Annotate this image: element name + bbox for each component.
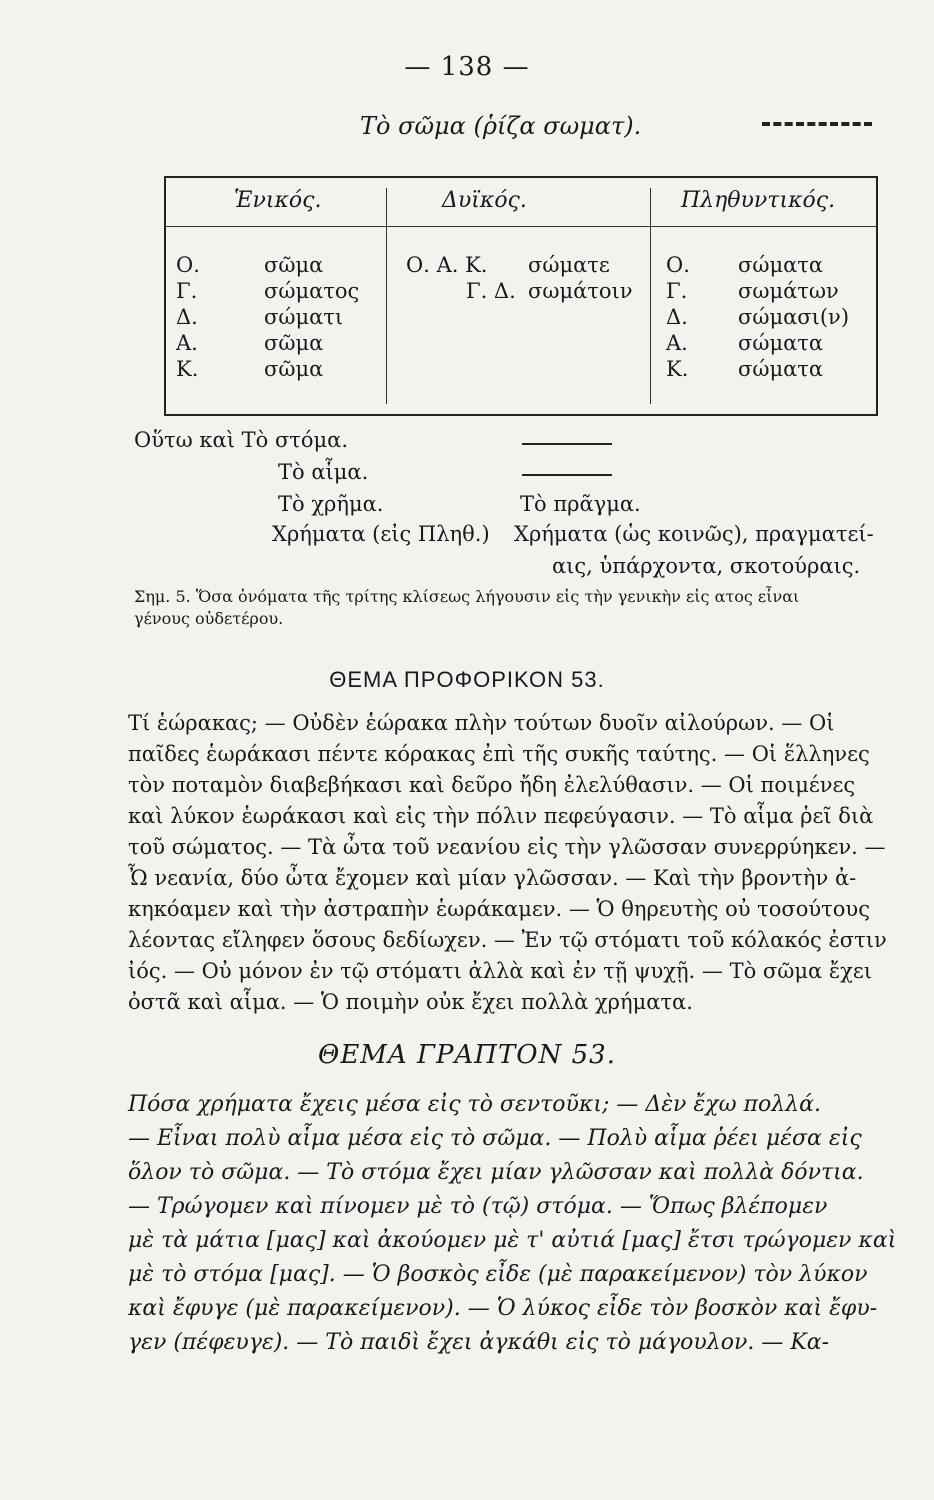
text-line: κηκόαμεν καὶ τὴν ἀστραπὴν ἑωράκαμεν. — Ὁ θηρευτὴς οὐ τοσούτους — [128, 897, 870, 921]
text-line: Πόσα χρήματα ἔχεις μέσα εἰς τὸ σεντοῦκι; — Δὲν ἔχω πολλά. — [128, 1092, 821, 1117]
column-divider — [386, 188, 387, 404]
declension-table — [164, 176, 878, 416]
text-line: τοῦ σώματος. — Τὰ ὦτα τοῦ νεανίου εἰς τὴν γλῶσσαν συνερρύηκεν. — — [128, 835, 886, 859]
plural-case: Κ. — [666, 357, 689, 381]
dual-form: σώματε — [528, 253, 610, 277]
header-singular: Ἑνικός. — [234, 188, 322, 213]
example-line: Τὸ χρῆμα. — [278, 492, 384, 516]
header-dual: Δυϊκός. — [442, 188, 527, 213]
plural-form: σώματα — [738, 331, 824, 355]
blank-dash — [522, 474, 612, 476]
written-exercise-text — [128, 1088, 897, 1360]
table-title: Τὸ σῶμα (ῥίζα σωματ). — [360, 112, 642, 140]
text-line: καὶ ἔφυγε (μὲ παρακείμενον). — Ὁ λύκος εἶδε τὸν βοσκὸν καὶ ἔφυ- — [128, 1296, 878, 1321]
text-line: Τί ἑώρακας; — Οὐδὲν ἑώρακα πλὴν τούτων δυοῖν αἰλούρων. — Οἱ — [128, 711, 835, 735]
page-number: — 138 — — [404, 52, 530, 82]
text-line: ὅλον τὸ σῶμα. — Τὸ στόμα ἔχει μίαν γλῶσσαν καὶ πολλὰ δόντια. — [128, 1160, 864, 1185]
singular-form: σῶμα — [264, 357, 324, 381]
dual-case: Ο. Α. Κ. — [406, 253, 488, 277]
singular-form: σῶμα — [264, 331, 324, 355]
singular-case: Α. — [176, 331, 198, 355]
text-line: — Τρώγομεν καὶ πίνομεν μὲ τὸ (τῷ) στόμα. — Ὅπως βλέπομεν — [128, 1194, 828, 1219]
singular-form: σώματος — [264, 279, 360, 303]
text-line: Ὦ νεανία, δύο ὦτα ἔχομεν καὶ μίαν γλῶσσαν. — Καὶ τὴν βροντὴν ἀ- — [128, 866, 857, 890]
plural-case: Ο. — [666, 253, 690, 277]
text-line: ἰός. — Οὐ μόνον ἐν τῷ στόματι ἀλλὰ καὶ ἐν τῇ ψυχῇ. — Τὸ σῶμα ἔχει — [128, 959, 872, 983]
text-line: γεν (πέφευγε). — Τὸ παιδὶ ἔχει ἀγκάθι εἰς τὸ μάγουλον. — Κα- — [128, 1330, 830, 1355]
singular-case: Κ. — [176, 357, 199, 381]
singular-case: Γ. — [176, 279, 198, 303]
decorative-dash — [762, 122, 872, 130]
singular-case: Ο. — [176, 253, 200, 277]
text-line: καὶ λύκον ἑωράκασι καὶ εἰς τὴν πόλιν πεφεύγασιν. — Τὸ αἷμα ῥεῖ διὰ — [128, 804, 874, 828]
dual-form: σωμάτοιν — [528, 279, 633, 303]
singular-form: σῶμα — [264, 253, 324, 277]
example-line: Χρήματα (εἰς Πληθ.) — [272, 522, 490, 546]
example-line: Χρήματα (ὡς κοινῶς), πραγματεί- — [514, 522, 874, 546]
plural-case: Γ. — [666, 279, 688, 303]
grammar-note: Σημ. 5. Ὅσα ὀνόματα τῆς τρίτης κλίσεως λήγουσιν εἰς τὴν γενικὴν εἰς ατος εἶναι γένους οὐδετέρου. — [134, 587, 800, 628]
blank-dash — [522, 443, 612, 445]
dual-case: Γ. Δ. — [466, 279, 516, 303]
header-plural: Πληθυντικός. — [681, 188, 836, 213]
column-divider — [650, 188, 651, 404]
text-line: — Εἶναι πολὺ αἷμα μέσα εἰς τὸ σῶμα. — Πολὺ αἷμα ῥέει μέσα εἰς — [128, 1126, 862, 1151]
singular-form: σώματι — [264, 305, 344, 329]
example-line: Τὸ πρᾶγμα. — [520, 492, 641, 516]
plural-form: σώματα — [738, 253, 824, 277]
text-line: τὸν ποταμὸν διαβεβήκασι καὶ δεῦρο ἤδη ἐλελύθασιν. — Οἱ ποιμένες — [128, 773, 856, 797]
singular-case: Δ. — [176, 305, 198, 329]
plural-case: Δ. — [666, 305, 688, 329]
text-line: λέοντας εἴληφεν ὅσους δεδίωχεν. — Ἐν τῷ στόματι τοῦ κόλακός ἐστιν — [128, 928, 887, 952]
plural-case: Α. — [666, 331, 688, 355]
example-line: αις, ὑπάρχοντα, σκοτούραις. — [552, 554, 861, 578]
plural-form: σώματα — [738, 357, 824, 381]
example-line: Τὸ αἷμα. — [278, 460, 369, 484]
text-line: μὲ τὸ στόμα [μας]. — Ὁ βοσκὸς εἶδε (μὲ παρακείμενον) τὸν λύκον — [128, 1262, 868, 1287]
written-exercise-heading: ΘΕΜΑ ΓΡΑΠΤΟΝ 53. — [318, 1040, 616, 1070]
plural-form: σωμάτων — [738, 279, 839, 303]
oral-exercise-heading: ΘΕΜΑ ΠΡΟΦΟΡΙΚΟΝ 53. — [329, 667, 605, 692]
plural-form: σώμασι(ν) — [738, 305, 850, 329]
text-line: μὲ τὰ μάτια [μας] καὶ ἀκούομεν μὲ τ' αὐτιά [μας] ἔτσι τρώγομεν καὶ — [128, 1228, 897, 1253]
oral-exercise-text — [128, 708, 887, 1018]
text-line: παῖδες ἑωράκασι πέντε κόρακας ἐπὶ τῆς συκῆς ταύτης. — Οἱ ἕλληνες — [128, 742, 870, 766]
text-line: ὀστᾶ καὶ αἷμα. — Ὁ ποιμὴν οὐκ ἔχει πολλὰ χρήματα. — [128, 990, 693, 1014]
example-line: Οὕτω καὶ Τὸ στόμα. — [134, 428, 349, 452]
header-rule — [166, 226, 876, 227]
